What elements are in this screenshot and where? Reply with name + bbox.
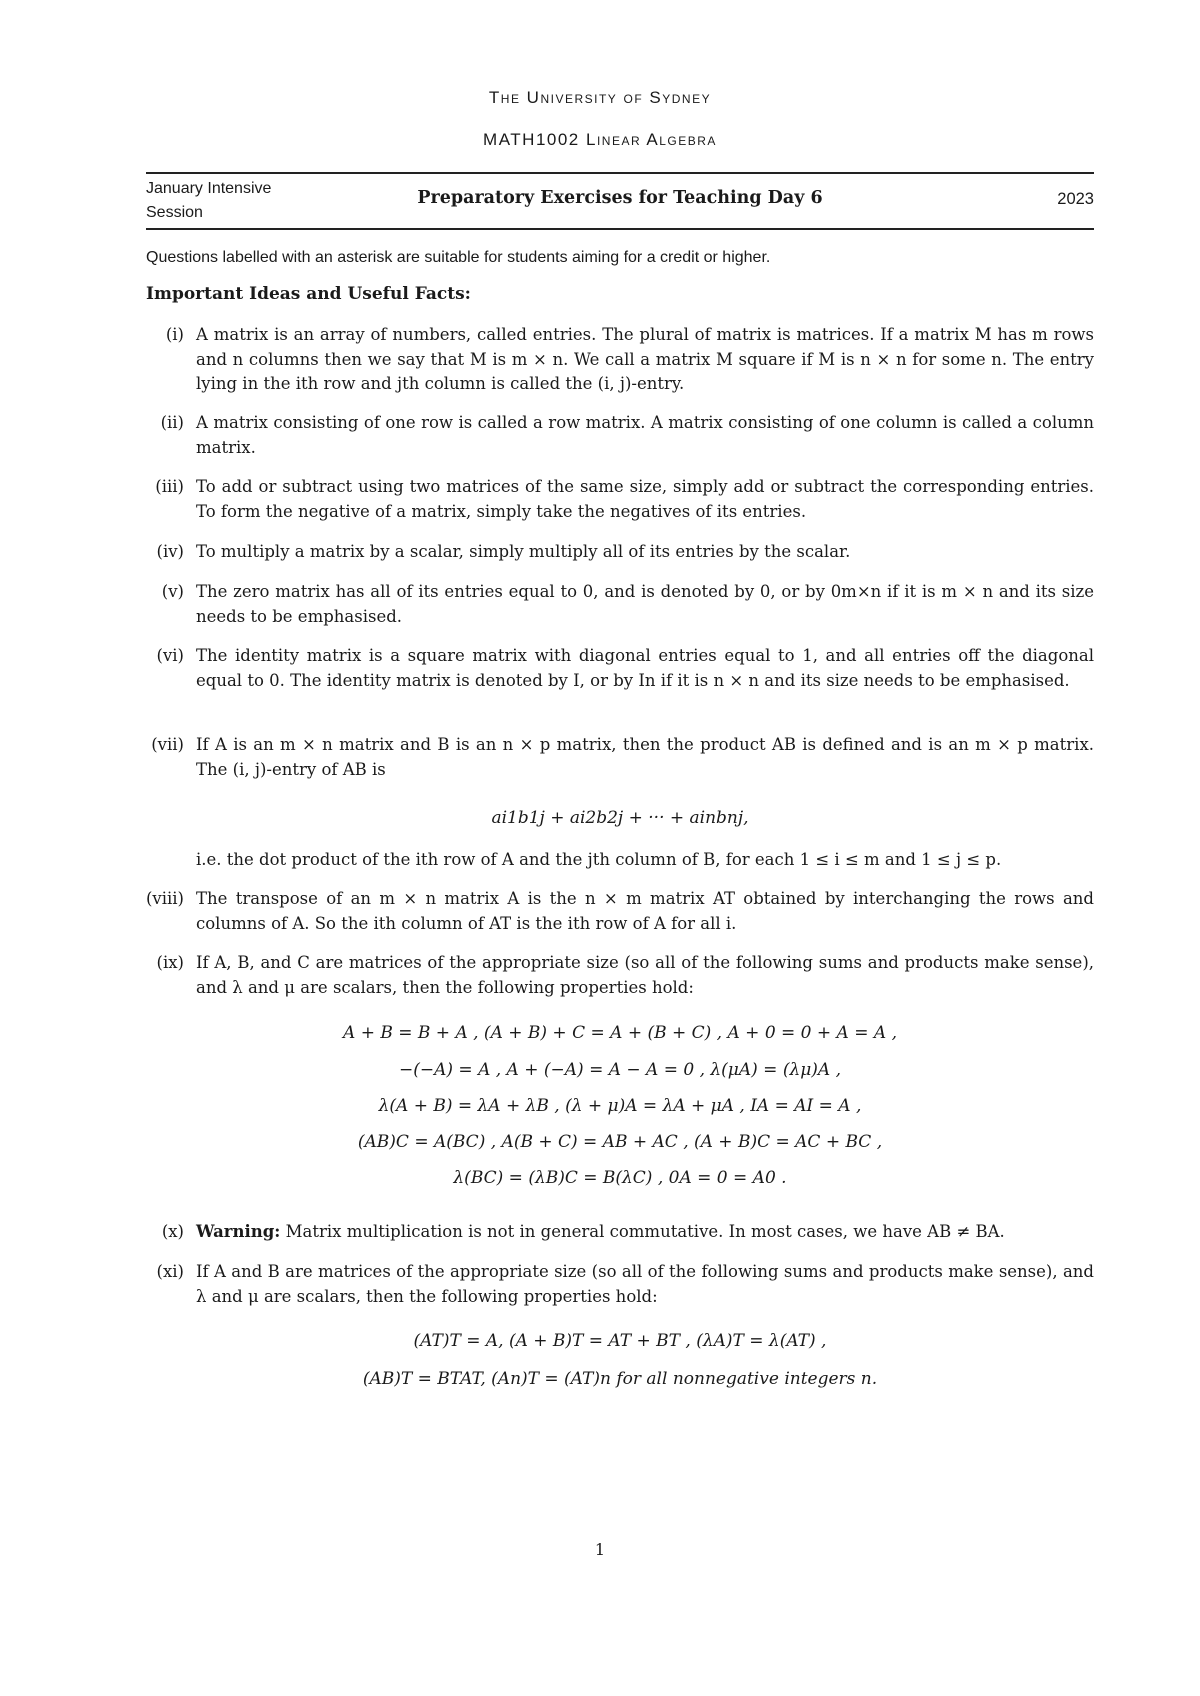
intro-text: Questions labelled with an asterisk are suitable for students aiming for a credit or higher. bbox=[146, 249, 771, 266]
item-number: (vii) bbox=[151, 735, 184, 754]
list-item: The zero matrix has all of its entries equal to 0, and is denoted by 0, or by 0m×n if it is m × n and its size needs to be emphasised. bbox=[196, 582, 1094, 626]
page-number: 1 bbox=[594, 1540, 606, 1559]
list-item: If A, B, and C are matrices of the appropriate size (so all of the following sums and products make sense), and λ and μ are scalars, then the following properties hold: bbox=[196, 953, 1094, 997]
list-item: To multiply a matrix by a scalar, simply multiply all of its entries by the scalar. bbox=[196, 542, 851, 561]
section-heading: Important Ideas and Useful Facts: bbox=[146, 284, 471, 304]
product-entry-formula: ai1b1j + ai2b2j + ··· + ainbnj, bbox=[491, 808, 749, 828]
item-number: (v) bbox=[161, 582, 184, 601]
header-rule-bottom bbox=[146, 228, 1094, 230]
list-item: To add or subtract using two matrices of the same size, simply add or subtract the corresponding entries. To form the negative of a matrix, simply take the negatives of its entries. bbox=[196, 477, 1094, 521]
year-label: 2023 bbox=[1057, 190, 1094, 208]
session-label: January Intensive Session bbox=[146, 180, 272, 221]
matrix-property-equation: A + B = B + A , (A + B) + C = A + (B + C) , A + 0 = 0 + A = A , bbox=[343, 1023, 897, 1043]
warning-label: Warning: bbox=[196, 1222, 281, 1241]
list-item: If A is an m × n matrix and B is an n × p matrix, then the product AB is defined and is an m × p matrix. The (i, j)-entry of AB is bbox=[196, 735, 1094, 779]
university-name: The University of Sydney bbox=[488, 88, 712, 107]
item-number: (iv) bbox=[156, 542, 184, 561]
item-number: (x) bbox=[161, 1222, 184, 1241]
item-number: (iii) bbox=[155, 477, 184, 496]
item-number: (vi) bbox=[156, 646, 184, 665]
header-rule-top bbox=[146, 172, 1094, 174]
matrix-property-equation: λ(A + B) = λA + λB , (λ + μ)A = λA + μA , IA = AI = A , bbox=[378, 1096, 862, 1116]
course-title: MATH1002 Linear Algebra bbox=[483, 130, 717, 149]
transpose-property-equation: (AT)T = A, (A + B)T = AT + BT , (λA)T = λ(AT) , bbox=[413, 1331, 827, 1351]
warning-text: Matrix multiplication is not in general commutative. In most cases, we have AB ≠ BA. bbox=[285, 1222, 1005, 1241]
list-item-continuation: i.e. the dot product of the ith row of A and the jth column of B, for each 1 ≤ i ≤ m and 1 ≤ j ≤ p. bbox=[196, 850, 1002, 869]
matrix-property-equation: (AB)C = A(BC) , A(B + C) = AB + AC , (A + B)C = AC + BC , bbox=[357, 1132, 883, 1152]
list-item: The transpose of an m × n matrix A is the n × m matrix AT obtained by interchanging the rows and columns of A. So the ith column of AT is the ith row of A for all i. bbox=[196, 889, 1094, 933]
item-number: (i) bbox=[165, 325, 184, 344]
list-item: A matrix is an array of numbers, called entries. The plural of matrix is matrices. If a matrix M has m rows and n columns then we say that M is m × n. We call a matrix M square if M is n × n for some n. The entry lying in the ith row and jth column is called the (i, j)-entry. bbox=[196, 325, 1094, 393]
list-item: If A and B are matrices of the appropriate size (so all of the following sums and products make sense), and λ and μ are scalars, then the following properties hold: bbox=[196, 1262, 1094, 1306]
item-number: (ix) bbox=[156, 953, 184, 972]
matrix-property-equation: −(−A) = A , A + (−A) = A − A = 0 , λ(μA) = (λμ)A , bbox=[398, 1060, 841, 1080]
item-number: (xi) bbox=[156, 1262, 184, 1281]
document-title: Preparatory Exercises for Teaching Day 6 bbox=[417, 188, 823, 208]
item-number: (viii) bbox=[145, 889, 184, 908]
list-item: The identity matrix is a square matrix with diagonal entries equal to 1, and all entries off the diagonal equal to 0. The identity matrix is denoted by I, or by In if it is n × n and its size needs to be emphasised. bbox=[196, 646, 1094, 690]
list-item bbox=[196, 1220, 1094, 1245]
list-item: A matrix consisting of one row is called a row matrix. A matrix consisting of one column is called a column matrix. bbox=[196, 413, 1094, 457]
transpose-property-equation: (AB)T = BTAT, (An)T = (AT)n for all nonnegative integers n. bbox=[362, 1369, 878, 1389]
matrix-property-equation: λ(BC) = (λB)C = B(λC) , 0A = 0 = A0 . bbox=[453, 1168, 787, 1188]
item-number: (ii) bbox=[160, 413, 184, 432]
